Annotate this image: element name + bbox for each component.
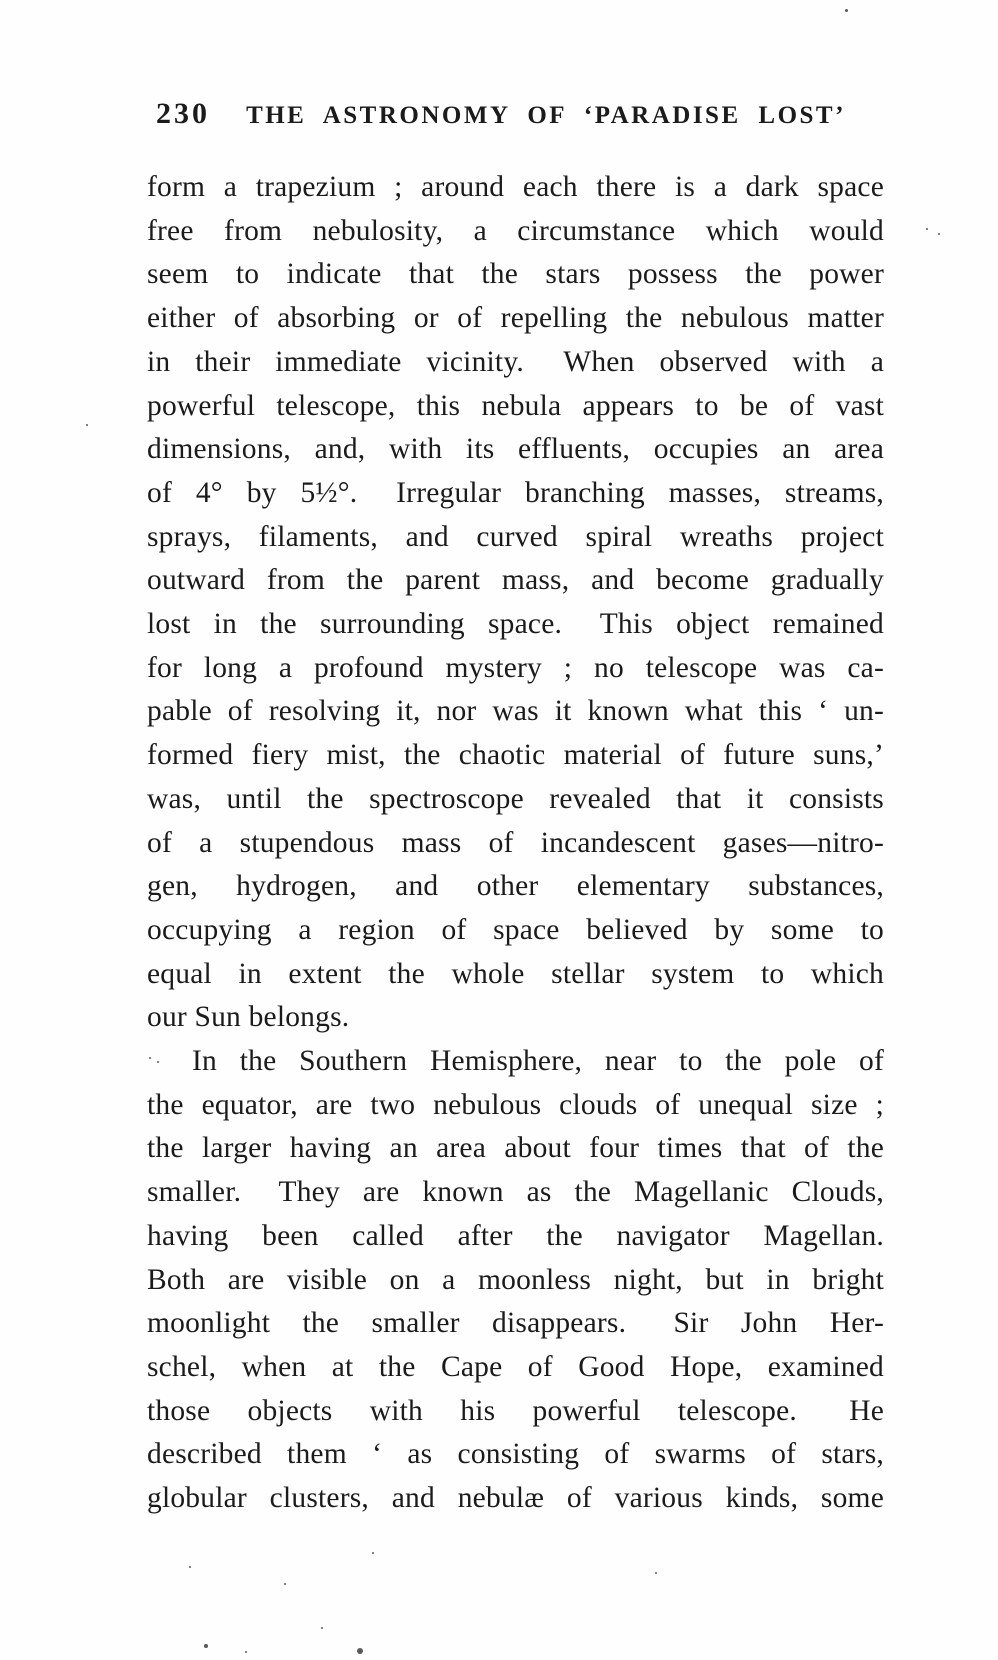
text-line: free from nebulosity, a circumstance which would xyxy=(147,214,884,247)
text-line: the equator, are two nebulous clouds of unequal size ; xyxy=(147,1088,884,1121)
text-line: described them ‘ as consisting of swarms of stars, xyxy=(147,1438,884,1471)
text-line: formed fiery mist, the chaotic material of future suns,’ xyxy=(147,739,884,772)
text-line: smaller. They are known as the Magellanic Clouds, xyxy=(147,1176,884,1209)
scan-speck xyxy=(245,1651,247,1653)
scan-speck xyxy=(204,1644,208,1648)
page-body xyxy=(147,166,884,1521)
text-line: for long a profound mystery ; no telescope was ca- xyxy=(147,651,884,684)
text-line: sprays, filaments, and curved spiral wreaths project xyxy=(147,520,884,553)
text-line: the larger having an area about four times that of the xyxy=(147,1132,884,1165)
running-title: THE ASTRONOMY OF ‘PARADISE LOST’ xyxy=(246,102,846,129)
scan-speck xyxy=(938,233,940,235)
paragraph xyxy=(147,166,884,1040)
text-line: schel, when at the Cape of Good Hope, examined xyxy=(147,1350,884,1383)
running-header xyxy=(156,97,882,131)
text-line: having been called after the navigator Magellan. xyxy=(147,1219,884,1252)
text-line: lost in the surrounding space. This object remained xyxy=(147,608,884,641)
scan-speck xyxy=(189,1566,191,1568)
text-line: those objects with his powerful telescope. He xyxy=(147,1394,884,1427)
scan-speck xyxy=(372,1552,374,1554)
text-line: pable of resolving it, nor was it known what this ‘ un- xyxy=(147,695,884,728)
text-line: of a stupendous mass of incandescent gases—nitro- xyxy=(147,826,884,859)
scan-speck xyxy=(321,1627,323,1629)
text-line: In the Southern Hemisphere, near to the pole of xyxy=(192,1045,884,1078)
text-line: seem to indicate that the stars possess the power xyxy=(147,258,884,291)
scan-speck xyxy=(926,228,928,230)
scan-speck xyxy=(86,424,88,426)
scan-speck xyxy=(655,1572,657,1574)
text-line: Both are visible on a moonless night, but in bright xyxy=(147,1263,884,1296)
text-line: occupying a region of space believed by some to xyxy=(147,913,884,946)
page-number: 230 xyxy=(156,97,210,130)
text-line: equal in extent the whole stellar system to which xyxy=(147,957,884,990)
text-line: our Sun belongs. xyxy=(147,1001,350,1034)
scan-speck xyxy=(149,1057,151,1059)
scan-speck xyxy=(157,1061,159,1063)
text-line: of 4° by 5½°. Irregular branching masses, streams, xyxy=(147,476,884,509)
text-line: form a trapezium ; around each there is a dark space xyxy=(147,171,884,203)
scan-speck xyxy=(845,9,848,12)
text-line: in their immediate vicinity. When observed with a xyxy=(147,345,884,378)
paragraph xyxy=(147,1040,884,1521)
text-line: moonlight the smaller disappears. Sir John Her- xyxy=(147,1307,884,1340)
text-line: dimensions, and, with its effluents, occupies an area xyxy=(147,433,884,466)
scan-speck xyxy=(284,1583,286,1585)
text-line: powerful telescope, this nebula appears to be of vast xyxy=(147,389,884,422)
text-line: outward from the parent mass, and become gradually xyxy=(147,564,884,597)
text-line: globular clusters, and nebulæ of various kinds, some xyxy=(147,1482,884,1515)
text-line: either of absorbing or of repelling the nebulous matter xyxy=(147,302,884,335)
scan-speck xyxy=(357,1648,363,1654)
text-line: gen, hydrogen, and other elementary substances, xyxy=(147,870,884,903)
text-line: was, until the spectroscope revealed that it consists xyxy=(147,782,884,815)
